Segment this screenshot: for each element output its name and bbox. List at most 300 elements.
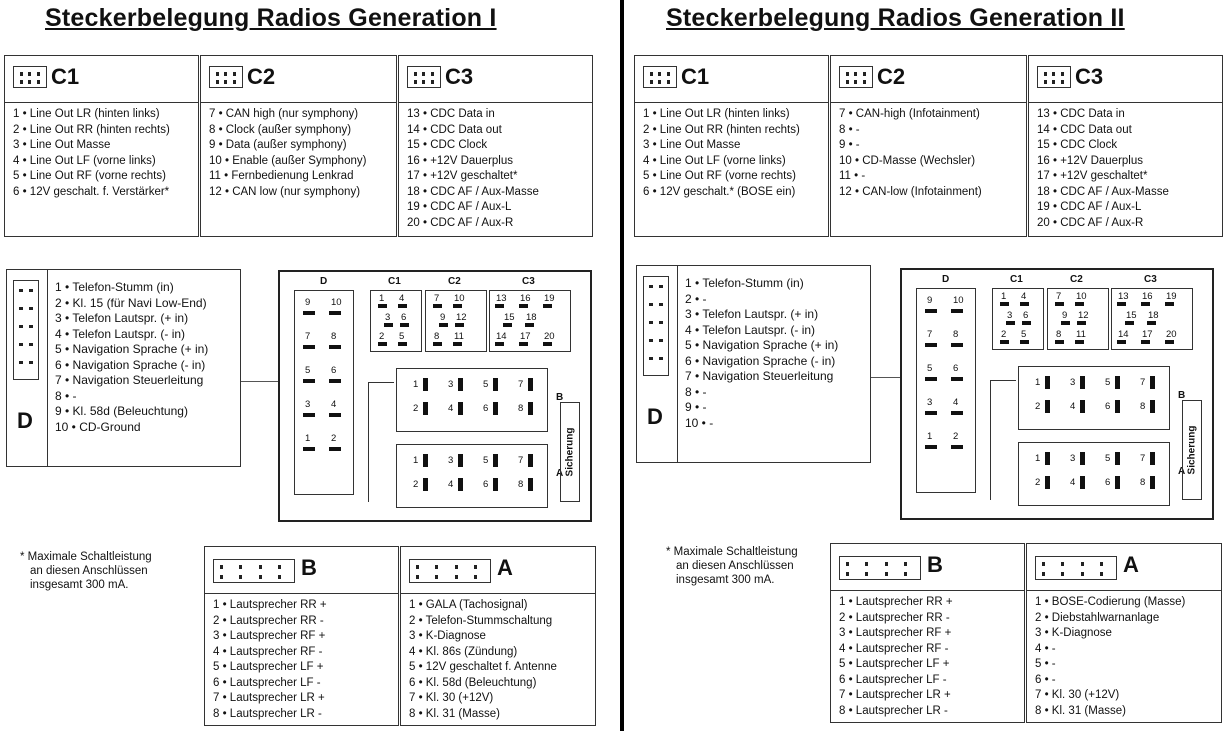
- pin-number: 6: [483, 479, 489, 490]
- pin-number: 13: [1118, 291, 1129, 302]
- pin-entry: 15 • CDC Clock: [1037, 139, 1118, 151]
- pin-number: 6: [953, 363, 959, 374]
- fuse-label: Sicherung: [1186, 425, 1198, 475]
- pin-entry: 3 • Lautsprecher RF +: [839, 627, 952, 639]
- pin-entry: 1 • Telefon-Stumm (in): [55, 280, 174, 294]
- right-d-pin-list: [685, 276, 838, 431]
- left-c3-connector-icon: [407, 66, 441, 88]
- pin-contact: [495, 342, 504, 346]
- connector-b-label: B: [556, 392, 564, 403]
- pin-number: 4: [448, 403, 454, 414]
- right-c1-label: C1: [681, 64, 710, 89]
- pin-entry: 20 • CDC AF / Aux-R: [407, 216, 514, 229]
- pin-contact: [1080, 476, 1085, 489]
- pin-contact: [1080, 400, 1085, 413]
- pin-entry: 10 • Enable (außer Symphony): [209, 154, 367, 167]
- pin-number: 9: [927, 295, 933, 306]
- left-frame-notch: [368, 382, 394, 502]
- pin-number: 10: [331, 297, 342, 308]
- pin-number: 4: [1070, 401, 1076, 412]
- pin-number: 8: [331, 331, 337, 342]
- pin-contact: [1117, 302, 1126, 306]
- pin-number: 6: [331, 365, 337, 376]
- pin-number: 18: [1148, 310, 1159, 321]
- left-b-connector-icon: [213, 559, 295, 583]
- pin-contact: [925, 411, 937, 415]
- pin-contact: [329, 413, 341, 417]
- right-leader-line: [871, 377, 900, 378]
- footnote-line: an diesen Anschlüssen: [30, 565, 148, 577]
- left-c3-pin-box: [398, 55, 593, 237]
- pin-contact: [398, 304, 407, 308]
- left-d-label: D: [17, 408, 33, 433]
- pin-entry: 4 • Line Out LF (vorne links): [643, 154, 786, 167]
- pin-entry: 7 • CAN high (nur symphony): [209, 108, 359, 120]
- pin-entry: 8 • -: [55, 388, 77, 403]
- pin-contact: [1045, 400, 1050, 413]
- pin-entry: 5 • -: [1035, 658, 1056, 670]
- pin-contact: [1055, 340, 1064, 344]
- pin-entry: 16 • +12V Dauerplus: [1037, 154, 1143, 167]
- connector-c1-label: C1: [388, 276, 401, 287]
- left-b-pin-list: [205, 594, 398, 722]
- pin-entry: 14 • CDC Data out: [407, 123, 502, 136]
- right-b-pin-list: [831, 591, 1024, 719]
- right-c2-connector-icon: [839, 66, 873, 88]
- right-c3-connector-icon: [1037, 66, 1071, 88]
- left-c2-connector-icon: [209, 66, 243, 88]
- pin-number: 1: [413, 455, 419, 466]
- pin-number: 12: [456, 312, 467, 323]
- pin-contact: [1006, 321, 1015, 325]
- pin-contact: [398, 342, 407, 346]
- pin-contact: [303, 345, 315, 349]
- pin-contact: [1150, 476, 1155, 489]
- left-c1-header: [5, 56, 198, 103]
- left-c3-label: C3: [445, 64, 474, 89]
- pin-number: 2: [413, 403, 419, 414]
- pin-entry: 12 • CAN low (nur symphony): [209, 185, 361, 198]
- pin-entry: 6 • Kl. 58d (Beleuchtung): [409, 676, 537, 689]
- right-b-label: B: [927, 552, 943, 577]
- pin-entry: 1 • Lautsprecher RR +: [839, 596, 953, 608]
- left-c1-connector-icon: [13, 66, 47, 88]
- pin-number: 3: [1007, 310, 1013, 321]
- pin-entry: 18 • CDC AF / Aux-Masse: [1037, 185, 1169, 198]
- pin-entry: 3 • Line Out Masse: [643, 139, 741, 151]
- pin-contact: [519, 304, 528, 308]
- pin-number: 5: [1021, 329, 1027, 340]
- right-c1-connector-icon: [643, 66, 677, 88]
- pin-contact: [453, 304, 462, 308]
- pin-entry: 3 • Line Out Masse: [13, 139, 111, 151]
- pin-number: 9: [1062, 310, 1068, 321]
- left-d-pin-box: [6, 269, 241, 467]
- pin-number: 2: [413, 479, 419, 490]
- pin-number: 14: [1118, 329, 1129, 340]
- pin-contact: [458, 478, 463, 491]
- pin-entry: 5 • 12V geschaltet f. Antenne: [409, 661, 557, 673]
- pin-entry: 7 • Lautsprecher LR +: [213, 692, 325, 704]
- right-frame-notch: [990, 380, 1016, 500]
- pin-number: 17: [520, 331, 531, 342]
- pin-contact: [1045, 452, 1050, 465]
- pin-contact: [925, 343, 937, 347]
- pin-number: 9: [440, 312, 446, 323]
- pin-entry: 3 • Telefon Lautspr. (+ in): [685, 307, 819, 321]
- right-footnote: [666, 545, 798, 587]
- pin-contact: [1115, 476, 1120, 489]
- pin-number: 1: [927, 431, 933, 442]
- pin-contact: [329, 447, 341, 451]
- pin-number: 5: [1105, 377, 1111, 388]
- pin-number: 5: [483, 455, 489, 466]
- pin-entry: 8 • -: [839, 123, 860, 136]
- pin-number: 8: [518, 479, 524, 490]
- pin-entry: 3 • K-Diagnose: [1035, 627, 1112, 639]
- pin-contact: [458, 402, 463, 415]
- pin-entry: 12 • CAN-low (Infotainment): [839, 185, 982, 198]
- right-a-connector-icon: [1035, 556, 1117, 580]
- right-fuse: [1182, 400, 1202, 500]
- pin-entry: 6 • Navigation Sprache (- in): [685, 353, 836, 368]
- pin-entry: 17 • +12V geschaltet*: [1037, 170, 1148, 182]
- pin-contact: [423, 478, 428, 491]
- pin-number: 2: [1035, 477, 1041, 488]
- pin-contact: [458, 454, 463, 467]
- pin-entry: 11 • -: [839, 170, 866, 182]
- right-d-label: D: [647, 404, 663, 429]
- pin-contact: [1022, 321, 1031, 325]
- pin-number: 14: [496, 331, 507, 342]
- pin-contact: [1165, 340, 1174, 344]
- pin-number: 16: [520, 293, 531, 304]
- left-footnote: [20, 550, 152, 592]
- pin-contact: [423, 378, 428, 391]
- pin-number: 4: [1070, 477, 1076, 488]
- left-connector-d: [294, 290, 354, 495]
- right-c2-header: [831, 56, 1026, 103]
- pin-entry: 8 • -: [685, 384, 707, 399]
- pin-contact: [453, 342, 462, 346]
- pin-number: 3: [448, 379, 454, 390]
- pin-number: 20: [544, 331, 555, 342]
- right-d-connector-icon: [643, 276, 669, 376]
- pin-contact: [378, 342, 387, 346]
- connector-a-label: A: [556, 468, 564, 479]
- right-c1-pin-list: [635, 103, 828, 200]
- right-connector-a: [1018, 442, 1170, 506]
- pin-contact: [951, 411, 963, 415]
- pin-contact: [1020, 302, 1029, 306]
- connector-b-label: B: [1178, 390, 1186, 401]
- left-a-pin-list: [401, 594, 595, 722]
- pin-number: 6: [483, 403, 489, 414]
- connector-c3-label: C3: [1144, 274, 1157, 285]
- pin-entry: 9 • -: [839, 139, 860, 151]
- pin-contact: [433, 304, 442, 308]
- pin-entry: 3 • Lautsprecher RF +: [213, 630, 326, 642]
- left-a-pin-box: [400, 546, 596, 726]
- left-connector-c1: [370, 290, 422, 352]
- pin-number: 11: [1076, 329, 1086, 340]
- pin-number: 10: [1076, 291, 1087, 302]
- pin-number: 4: [953, 397, 959, 408]
- pin-contact: [1141, 302, 1150, 306]
- pin-entry: 10 • CD-Ground: [55, 419, 141, 434]
- pin-entry: 6 • Navigation Sprache (- in): [55, 357, 206, 372]
- right-a-header: [1027, 544, 1221, 591]
- pin-number: 15: [504, 312, 515, 323]
- footnote-line: insgesamt 300 mA.: [676, 574, 775, 586]
- pin-entry: 15 • CDC Clock: [407, 139, 488, 151]
- pin-contact: [493, 402, 498, 415]
- left-a-label: A: [497, 555, 513, 580]
- pin-number: 3: [1070, 377, 1076, 388]
- pin-contact: [495, 304, 504, 308]
- pin-contact: [543, 304, 552, 308]
- pin-entry: 4 • Line Out LF (vorne links): [13, 154, 156, 167]
- pin-contact: [1075, 302, 1084, 306]
- pin-contact: [543, 342, 552, 346]
- pin-entry: 5 • Line Out RF (vorne rechts): [643, 170, 796, 182]
- pin-number: 5: [1105, 453, 1111, 464]
- pin-entry: 19 • CDC AF / Aux-L: [407, 201, 512, 213]
- pin-entry: 6 • 12V geschalt. f. Verstärker*: [13, 185, 170, 198]
- pin-number: 7: [1056, 291, 1062, 302]
- pin-entry: 5 • Navigation Sprache (+ in): [55, 342, 209, 356]
- pin-contact: [951, 377, 963, 381]
- left-b-pin-box: [204, 546, 399, 726]
- pin-number: 10: [454, 293, 465, 304]
- left-c3-pin-list: [399, 103, 592, 231]
- pin-entry: 11 • Fernbedienung Lenkrad: [209, 170, 354, 182]
- right-c2-label: C2: [877, 64, 906, 89]
- pin-number: 1: [379, 293, 385, 304]
- footnote-line: insgesamt 300 mA.: [30, 579, 129, 591]
- pin-entry: 8 • Lautsprecher LR -: [213, 707, 322, 720]
- pin-number: 3: [1070, 453, 1076, 464]
- pin-number: 20: [1166, 329, 1177, 340]
- pin-entry: 7 • CAN-high (Infotainment): [839, 108, 980, 120]
- pin-contact: [433, 342, 442, 346]
- pin-number: 5: [305, 365, 311, 376]
- right-c1-header: [635, 56, 828, 103]
- pin-entry: 8 • Clock (außer symphony): [209, 123, 352, 136]
- pin-contact: [303, 311, 315, 315]
- pin-number: 6: [1105, 477, 1111, 488]
- pin-number: 7: [518, 379, 524, 390]
- pin-entry: 18 • CDC AF / Aux-Masse: [407, 185, 539, 198]
- pin-entry: 10 • CD-Masse (Wechsler): [839, 154, 976, 167]
- right-radio-connector-diagram: [900, 268, 1214, 520]
- pin-contact: [503, 323, 512, 327]
- pin-entry: 9 • Data (außer symphony): [209, 139, 347, 151]
- left-connector-c3: [489, 290, 571, 352]
- pin-contact: [1141, 340, 1150, 344]
- pin-number: 3: [385, 312, 391, 323]
- pin-number: 2: [1001, 329, 1007, 340]
- pin-contact: [1000, 302, 1009, 306]
- pin-contact: [455, 323, 464, 327]
- pin-contact: [1115, 376, 1120, 389]
- pin-number: 12: [1078, 310, 1089, 321]
- pin-number: 1: [1035, 377, 1041, 388]
- right-a-pin-box: [1026, 543, 1222, 723]
- right-a-pin-list: [1027, 591, 1221, 719]
- pin-entry: 1 • BOSE-Codierung (Masse): [1035, 596, 1186, 608]
- pin-entry: 3 • Telefon Lautspr. (+ in): [55, 311, 189, 325]
- pin-number: 2: [379, 331, 385, 342]
- pin-entry: 6 • 12V geschalt.* (BOSE ein): [643, 185, 796, 198]
- pin-contact: [528, 378, 533, 391]
- pin-contact: [1125, 321, 1134, 325]
- left-c1-pin-list: [5, 103, 198, 200]
- pin-contact: [1045, 476, 1050, 489]
- pin-entry: 19 • CDC AF / Aux-L: [1037, 201, 1142, 213]
- pin-entry: 5 • Lautsprecher LF +: [213, 661, 324, 673]
- pin-contact: [1115, 400, 1120, 413]
- pin-entry: 4 • Lautsprecher RF -: [839, 642, 949, 655]
- pin-contact: [528, 402, 533, 415]
- pin-contact: [951, 309, 963, 313]
- pin-number: 3: [927, 397, 933, 408]
- pin-contact: [951, 445, 963, 449]
- pin-entry: 2 • Line Out RR (hinten rechts): [643, 123, 800, 136]
- pin-entry: 9 • -: [685, 400, 707, 414]
- pin-contact: [329, 345, 341, 349]
- pin-contact: [1020, 340, 1029, 344]
- pin-number: 5: [927, 363, 933, 374]
- pin-entry: 6 • Lautsprecher LF -: [839, 673, 947, 686]
- right-b-header: [831, 544, 1024, 591]
- right-c3-pin-list: [1029, 103, 1222, 231]
- footnote-line: * Maximale Schaltleistung: [20, 551, 152, 563]
- right-d-pin-box: [636, 265, 871, 463]
- pin-number: 8: [1140, 477, 1146, 488]
- left-d-connector-icon: [13, 280, 39, 380]
- pin-number: 8: [1056, 329, 1062, 340]
- left-connector-a: [396, 444, 548, 508]
- pin-entry: 4 • Kl. 86s (Zündung): [409, 645, 518, 658]
- footnote-line: * Maximale Schaltleistung: [666, 546, 798, 558]
- pin-contact: [951, 343, 963, 347]
- pin-entry: 8 • Kl. 31 (Masse): [1035, 704, 1126, 717]
- pin-entry: 17 • +12V geschaltet*: [407, 170, 518, 182]
- pin-number: 8: [518, 403, 524, 414]
- pin-entry: 1 • GALA (Tachosignal): [409, 599, 528, 611]
- right-c3-label: C3: [1075, 64, 1104, 89]
- left-d-pin-list: [55, 280, 208, 435]
- pin-contact: [1045, 376, 1050, 389]
- pin-contact: [528, 454, 533, 467]
- right-b-connector-icon: [839, 556, 921, 580]
- fuse-label: Sicherung: [564, 427, 576, 477]
- pin-contact: [329, 379, 341, 383]
- right-c2-pin-list: [831, 103, 1026, 200]
- right-c1-pin-box: [634, 55, 829, 237]
- pin-entry: 10 • -: [685, 415, 714, 430]
- left-connector-b: [396, 368, 548, 432]
- pin-contact: [1117, 340, 1126, 344]
- right-b-pin-box: [830, 543, 1025, 723]
- pin-number: 18: [526, 312, 537, 323]
- left-c2-pin-list: [201, 103, 396, 200]
- pin-entry: 4 • Lautsprecher RF -: [213, 645, 323, 658]
- pin-entry: 6 • -: [1035, 673, 1056, 686]
- pin-entry: 20 • CDC AF / Aux-R: [1037, 216, 1144, 229]
- pin-number: 19: [1166, 291, 1177, 302]
- pin-number: 1: [413, 379, 419, 390]
- right-connector-c2: [1047, 288, 1109, 350]
- pin-entry: 2 • Line Out RR (hinten rechts): [13, 123, 170, 136]
- left-c3-header: [399, 56, 592, 103]
- pin-number: 7: [1140, 377, 1146, 388]
- left-a-header: [401, 547, 595, 594]
- left-c1-label: C1: [51, 64, 80, 89]
- pin-contact: [1080, 452, 1085, 465]
- pin-entry: 7 • Navigation Steuerleitung: [685, 369, 834, 383]
- left-c1-pin-box: [4, 55, 199, 237]
- pin-number: 4: [448, 479, 454, 490]
- pin-contact: [1080, 376, 1085, 389]
- pin-entry: 2 • Lautsprecher RR -: [213, 614, 324, 627]
- pin-entry: 3 • K-Diagnose: [409, 630, 486, 642]
- pin-contact: [1150, 376, 1155, 389]
- pin-entry: 8 • Lautsprecher LR -: [839, 704, 948, 717]
- pin-entry: 7 • Kl. 30 (+12V): [1035, 689, 1120, 701]
- right-a-label: A: [1123, 552, 1139, 577]
- left-c2-header: [201, 56, 396, 103]
- pin-contact: [384, 323, 393, 327]
- left-page-title: Steckerbelegung Radios Generation I: [45, 4, 497, 32]
- pin-number: 7: [305, 331, 311, 342]
- pin-entry: 1 • Line Out LR (hinten links): [13, 108, 160, 120]
- pin-entry: 2 • Kl. 15 (für Navi Low-End): [55, 295, 207, 310]
- pin-number: 6: [1023, 310, 1029, 321]
- pin-number: 1: [1001, 291, 1007, 302]
- pin-number: 5: [483, 379, 489, 390]
- pin-contact: [528, 478, 533, 491]
- pin-number: 10: [953, 295, 964, 306]
- left-radio-connector-diagram: [278, 270, 592, 522]
- pin-number: 8: [953, 329, 959, 340]
- connector-c1-label: C1: [1010, 274, 1023, 285]
- pin-contact: [1077, 321, 1086, 325]
- pin-number: 19: [544, 293, 555, 304]
- left-c2-pin-box: [200, 55, 397, 237]
- connector-a-label: A: [1178, 466, 1186, 477]
- pin-entry: 5 • Navigation Sprache (+ in): [685, 338, 839, 352]
- pin-entry: 4 • -: [1035, 642, 1056, 655]
- right-connector-b: [1018, 366, 1170, 430]
- pin-contact: [378, 304, 387, 308]
- pin-contact: [493, 378, 498, 391]
- pin-number: 17: [1142, 329, 1153, 340]
- page-divider: [620, 0, 624, 731]
- pin-number: 3: [305, 399, 311, 410]
- connector-c2-label: C2: [448, 276, 461, 287]
- pin-entry: 6 • Lautsprecher LF -: [213, 676, 321, 689]
- pin-entry: 7 • Kl. 30 (+12V): [409, 692, 494, 704]
- pin-entry: 16 • +12V Dauerplus: [407, 154, 513, 167]
- left-fuse: [560, 402, 580, 502]
- pin-contact: [925, 377, 937, 381]
- pin-contact: [400, 323, 409, 327]
- pin-contact: [1055, 302, 1064, 306]
- connector-c3-label: C3: [522, 276, 535, 287]
- left-leader-line: [241, 381, 278, 382]
